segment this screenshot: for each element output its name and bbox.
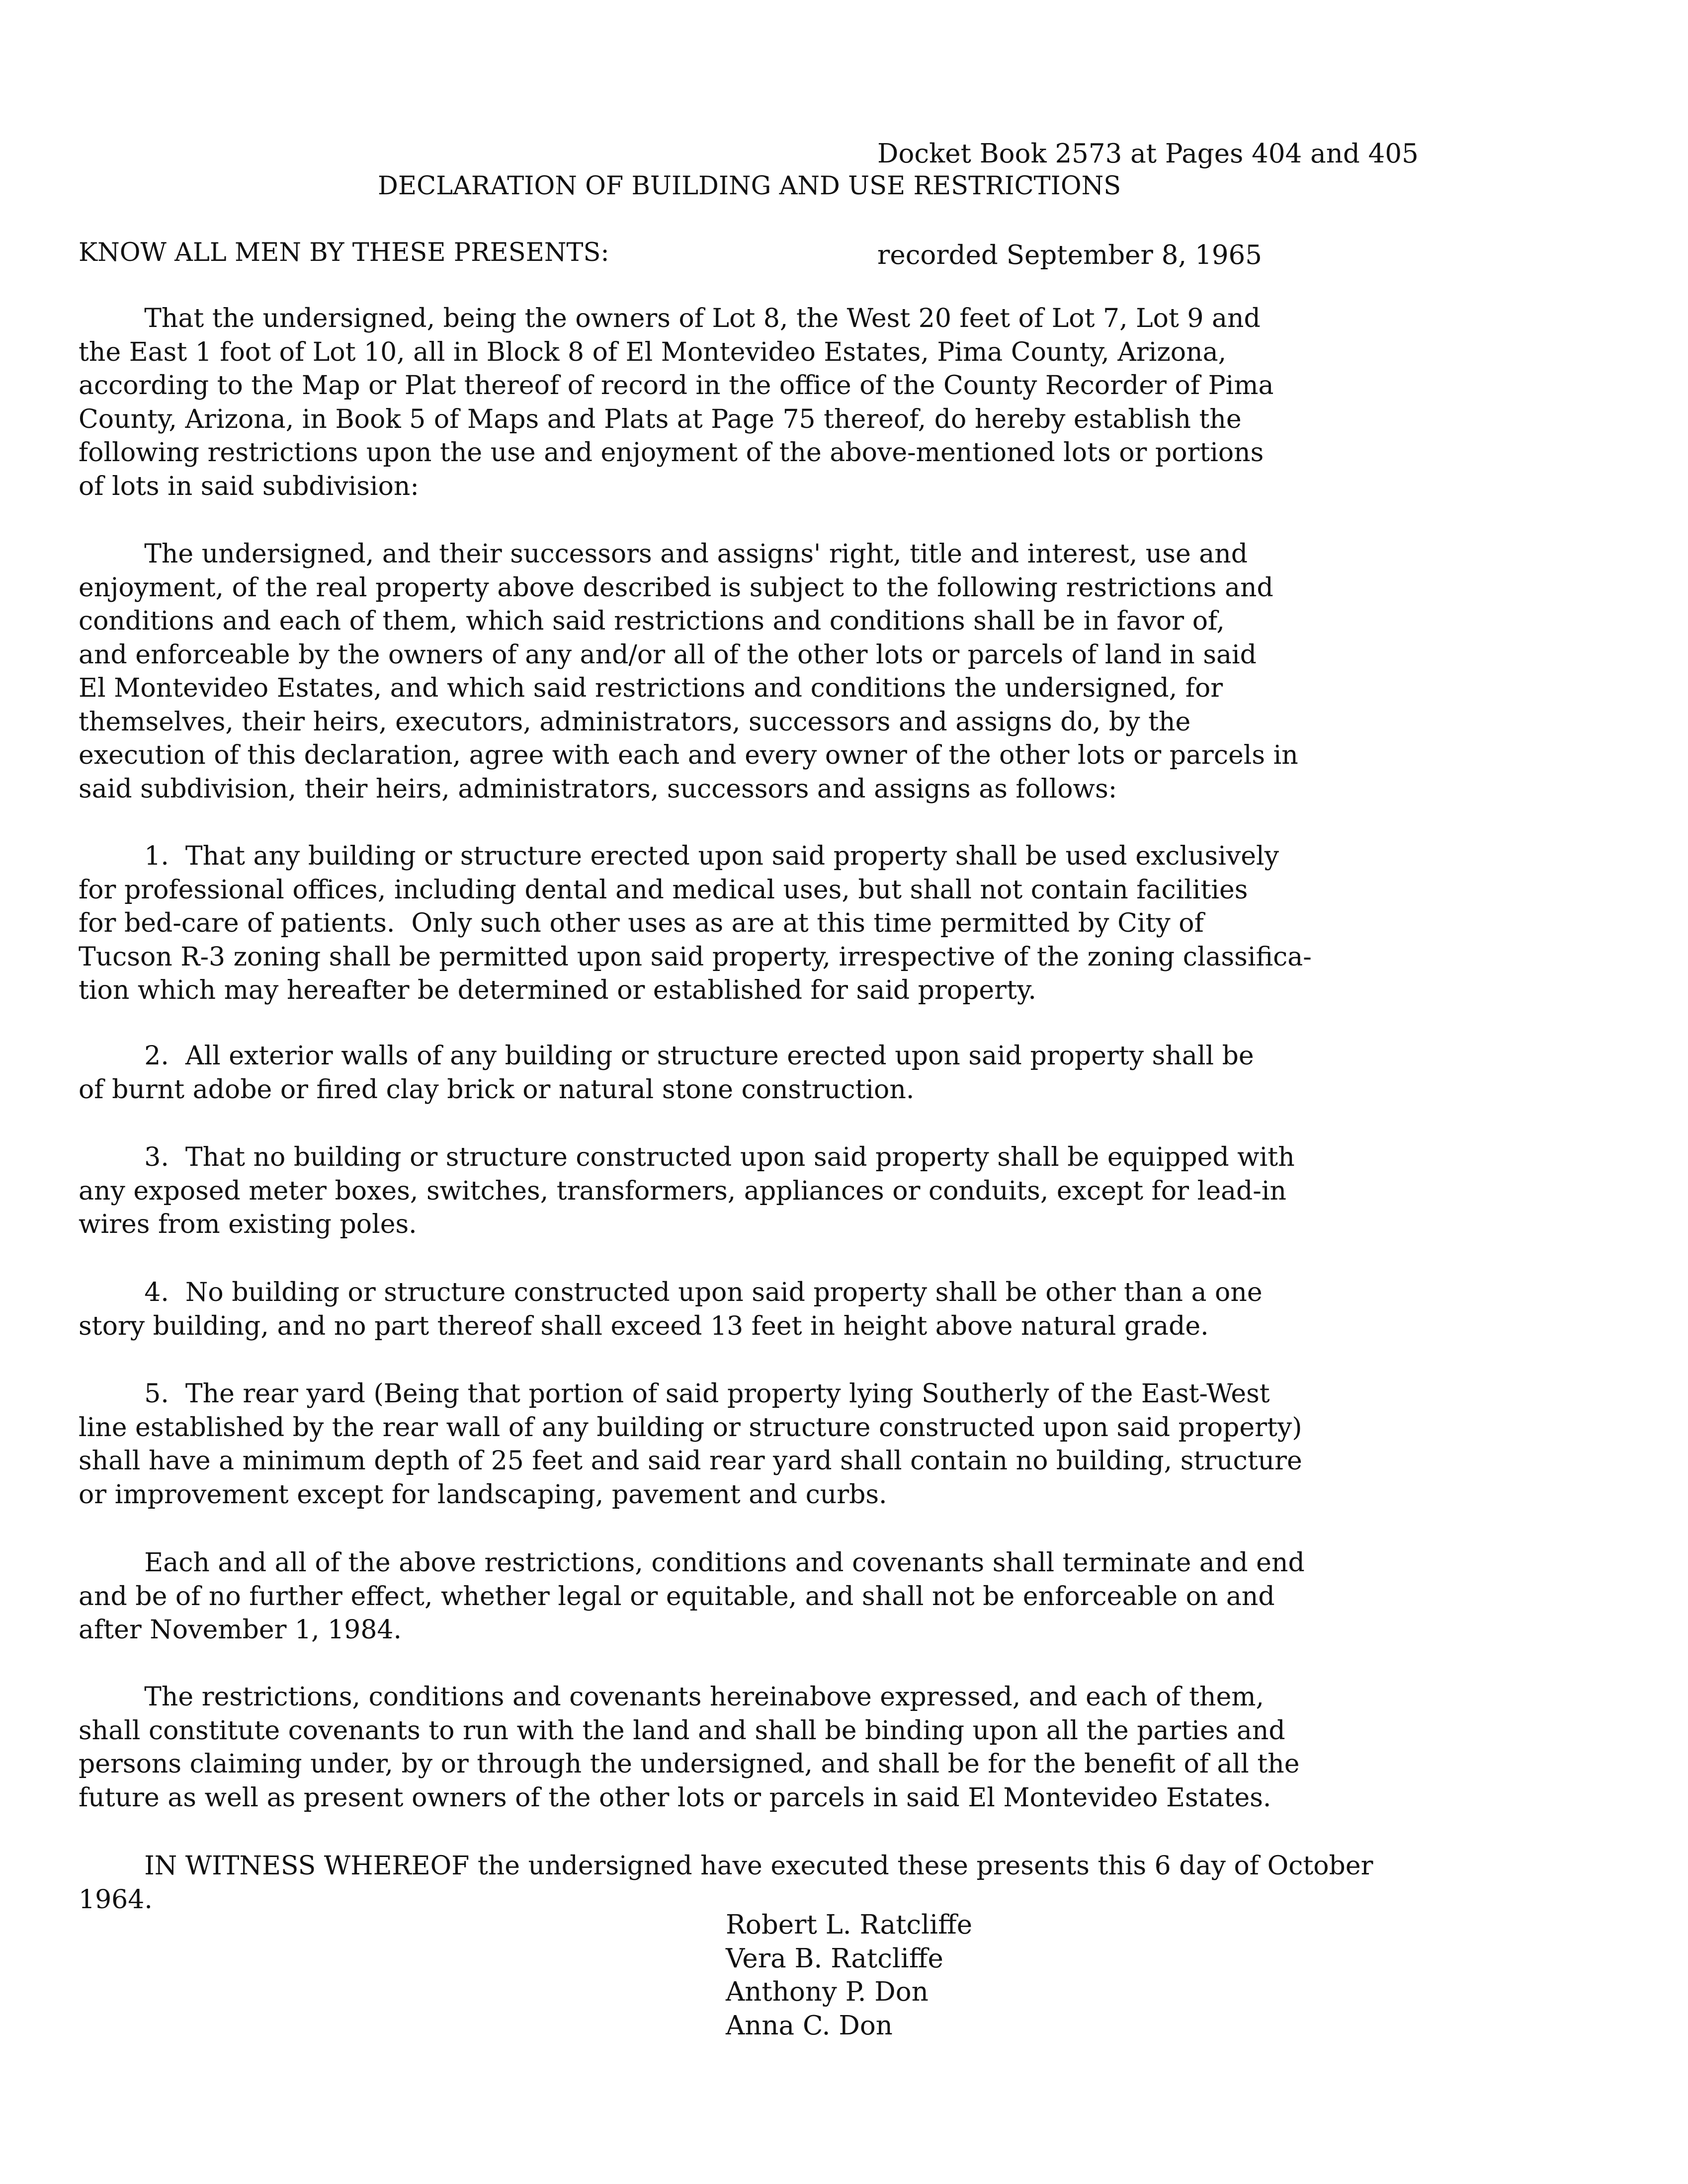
text-line: and enforceable by the owners of any and/or all of the other lots or parcels of land in said — [79, 640, 1257, 670]
text-line: of lots in said subdivision: — [79, 471, 419, 501]
text-line: That the undersigned, being the owners of Lot 8, the West 20 feet of Lot 7, Lot 9 and — [79, 304, 1261, 333]
text-line: according to the Map or Plat thereof of record in the office of the County Recorder of Pima — [79, 371, 1274, 401]
paragraph-covenants — [79, 1681, 1639, 1815]
text-line: said subdivision, their heirs, administrators, successors and assigns as follows: — [79, 774, 1117, 804]
restriction-2 — [79, 1040, 1639, 1107]
text-line: and be of no further effect, whether legal or equitable, and shall not be enforceable on and — [79, 1581, 1275, 1612]
signer-name: Robert L. Ratcliffe — [726, 1910, 973, 1940]
text-line: execution of this declaration, agree with each and every owner of the other lots or parcels in — [79, 740, 1298, 770]
signer-name: Vera B. Ratcliffe — [726, 1943, 943, 1974]
text-line: line established by the rear wall of any building or structure constructed upon said property) — [79, 1412, 1302, 1443]
text-line: wires from existing poles. — [79, 1210, 417, 1239]
recorded-date-line: recorded September 8, 1965 — [877, 240, 1262, 270]
text-line: The undersigned, and their successors and assigns' right, title and interest, use and — [79, 539, 1248, 569]
text-line: tion which may hereafter be determined or established for said property. — [79, 975, 1036, 1005]
text-line: shall constitute covenants to run with the land and shall be binding upon all the parties and — [79, 1715, 1285, 1746]
text-line: or improvement except for landscaping, pavement and curbs. — [79, 1479, 887, 1510]
text-line: 3. That no building or structure constructed upon said property shall be equipped with — [79, 1142, 1295, 1172]
text-line: themselves, their heirs, executors, administrators, successors and assigns do, by the — [79, 707, 1191, 737]
text-line: conditions and each of them, which said restrictions and conditions shall be in favor of, — [79, 606, 1225, 636]
text-line: shall have a minimum depth of 25 feet and said rear yard shall contain no building, structure — [79, 1446, 1302, 1476]
text-line: future as well as present owners of the other lots or parcels in said El Montevideo Estates. — [79, 1782, 1271, 1813]
signature-block — [726, 1908, 972, 2042]
signer-name: Anna C. Don — [726, 2010, 893, 2041]
text-line: 1. That any building or structure erected upon said property shall be used exclusively — [79, 841, 1279, 871]
restriction-1 — [79, 840, 1639, 1008]
paragraph-witness — [79, 1850, 1639, 1917]
text-line: 5. The rear yard (Being that portion of said property lying Southerly of the East-West — [79, 1379, 1270, 1409]
text-line: 2. All exterior walls of any building or structure erected upon said property shall be — [79, 1041, 1254, 1071]
restriction-5 — [79, 1377, 1639, 1512]
text-line: County, Arizona, in Book 5 of Maps and Plats at Page 75 thereof, do hereby establish the — [79, 404, 1242, 434]
text-line: any exposed meter boxes, switches, transformers, appliances or conduits, except for lead-in — [79, 1176, 1286, 1206]
paragraph-termination — [79, 1546, 1639, 1647]
text-line: El Montevideo Estates, and which said restrictions and conditions the undersigned, for — [79, 673, 1223, 703]
paragraph-restrictions-intro — [79, 538, 1639, 806]
text-line: story building, and no part thereof shall exceed 13 feet in height above natural grade. — [79, 1311, 1209, 1341]
text-line: Each and all of the above restrictions, conditions and covenants shall terminate and end — [79, 1548, 1305, 1578]
text-line: the East 1 foot of Lot 10, all in Block 8 of El Montevideo Estates, Pima County, Arizona, — [79, 337, 1227, 367]
text-line: The restrictions, conditions and covenants hereinabove expressed, and each of them, — [79, 1682, 1265, 1712]
restriction-3 — [79, 1141, 1639, 1242]
text-line: 1964. — [79, 1884, 153, 1915]
docket-reference — [877, 70, 1419, 340]
docket-book-line: Docket Book 2573 at Pages 404 and 405 — [877, 139, 1419, 169]
text-line: for professional offices, including dental and medical uses, but shall not contain facilities — [79, 875, 1248, 905]
text-line: of burnt adobe or fired clay brick or natural stone construction. — [79, 1074, 915, 1105]
signer-name: Anthony P. Don — [726, 1977, 928, 2007]
salutation: KNOW ALL MEN BY THESE PRESENTS: — [79, 238, 609, 267]
text-line: persons claiming under, by or through the undersigned, and shall be for the benefit of all the — [79, 1749, 1300, 1779]
restriction-4 — [79, 1276, 1639, 1343]
text-line: enjoyment, of the real property above described is subject to the following restrictions and — [79, 572, 1273, 603]
text-line: after November 1, 1984. — [79, 1615, 402, 1645]
text-line: Tucson R-3 zoning shall be permitted upon said property, irrespective of the zoning classifica- — [79, 942, 1312, 972]
text-line: following restrictions upon the use and enjoyment of the above-mentioned lots or portions — [79, 438, 1264, 468]
text-line: 4. No building or structure constructed upon said property shall be other than a one — [79, 1278, 1263, 1307]
text-line: for bed-care of patients. Only such other uses as are at this time permitted by City of — [79, 908, 1204, 938]
document-title: DECLARATION OF BUILDING AND USE RESTRICTIONS — [378, 171, 1121, 201]
paragraph-owners — [79, 302, 1639, 503]
text-line: IN WITNESS WHEREOF the undersigned have executed these presents this 6 day of October — [79, 1851, 1373, 1881]
